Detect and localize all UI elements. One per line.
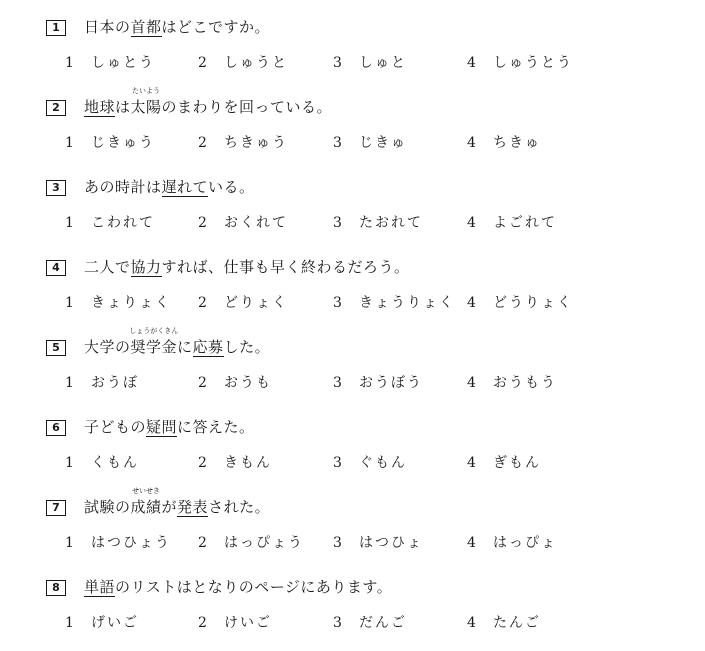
question-block (0, 87, 705, 170)
option-text: くもん (91, 455, 139, 471)
stem-text: はどこですか。 (161, 18, 271, 36)
option-text: ぎもん (493, 455, 541, 471)
option-number: 2 (198, 535, 207, 551)
question-block (0, 20, 705, 90)
option-text: たんご (493, 615, 541, 631)
question-block (0, 487, 705, 570)
option-text: げいご (91, 615, 139, 631)
option-text: しゅと (359, 55, 407, 71)
option-text: はつひょ (359, 535, 423, 551)
question-number: 6 (46, 420, 66, 436)
option-text: はっぴょ (493, 535, 557, 551)
option-text: たおれて (359, 215, 423, 231)
option-text: おうぼう (359, 375, 423, 391)
option-number: 4 (467, 615, 476, 631)
question-stem (84, 487, 271, 518)
stem-text: すれば、仕事も早く終わるだろう。 (161, 258, 410, 276)
option-text: ちきゅ (493, 135, 541, 151)
stem-text: 二人で (84, 258, 131, 276)
option-text: おくれて (224, 215, 288, 231)
stem-text: に答えた。 (177, 418, 255, 436)
target-word: 発表 (177, 498, 209, 516)
option-text: けいご (224, 615, 272, 631)
option-text: きょうりょく (359, 295, 455, 311)
furigana: しょうがくきん (129, 327, 179, 335)
ruby-base: 奨学金 (130, 338, 178, 356)
target-word: 応募 (192, 338, 224, 356)
option-text: しゅうと (224, 55, 288, 71)
question-stem (84, 16, 270, 38)
option-text: よごれて (493, 215, 557, 231)
stem-text: 子どもの (84, 418, 147, 436)
option-number: 3 (333, 135, 342, 151)
option-text: はつひょう (91, 535, 171, 551)
stem-text: した。 (223, 338, 271, 356)
option-number: 4 (467, 375, 476, 391)
target-word: 単語 (84, 578, 116, 596)
option-number: 1 (65, 375, 74, 391)
option-number: 1 (65, 455, 74, 471)
option-number: 3 (333, 375, 342, 391)
option-text: だんご (359, 615, 407, 631)
option-text: おうも (224, 375, 272, 391)
option-number: 3 (333, 535, 342, 551)
stem-text: は (115, 98, 131, 116)
target-word: 首都 (130, 18, 162, 36)
option-text: じきゅ (359, 135, 407, 151)
question-number: 4 (46, 260, 66, 276)
target-word: 遅れて (161, 178, 209, 196)
furigana: たいよう (132, 87, 161, 95)
option-text: しゅうとう (493, 55, 573, 71)
ruby-word (130, 487, 162, 518)
furigana: せいせき (132, 487, 161, 495)
question-stem (84, 416, 255, 438)
stem-text: が (161, 498, 178, 516)
option-number: 2 (198, 295, 207, 311)
question-block (0, 327, 705, 410)
option-number: 4 (467, 295, 476, 311)
stem-text: 大学の (84, 338, 131, 356)
question-stem (84, 327, 271, 358)
option-text: きょりょく (91, 295, 171, 311)
question-number: 8 (46, 580, 66, 596)
option-number: 1 (65, 135, 74, 151)
option-number: 2 (198, 135, 207, 151)
question-stem (84, 256, 410, 278)
stem-text: のまわりを回っている。 (161, 98, 333, 116)
question-number: 3 (46, 180, 66, 196)
option-number: 2 (198, 215, 207, 231)
option-number: 1 (65, 615, 74, 631)
option-text: どりょく (224, 295, 288, 311)
stem-text: いる。 (208, 178, 255, 196)
option-text: きもん (224, 455, 272, 471)
option-number: 2 (198, 455, 207, 471)
target-word: 疑問 (146, 418, 178, 436)
option-number: 2 (198, 55, 207, 71)
question-number: 1 (46, 20, 66, 36)
question-number: 7 (46, 500, 66, 516)
option-number: 3 (333, 615, 342, 631)
ruby-word (130, 87, 162, 118)
stem-text: 試験の (84, 498, 131, 516)
option-text: じきゅう (91, 135, 155, 151)
ruby-base: 太陽 (130, 98, 162, 116)
option-number: 4 (467, 55, 476, 71)
option-text: こわれて (91, 215, 155, 231)
option-number: 2 (198, 615, 207, 631)
option-number: 2 (198, 375, 207, 391)
stem-text: に (177, 338, 193, 356)
option-text: しゅとう (91, 55, 155, 71)
option-number: 4 (467, 535, 476, 551)
stem-text: された。 (208, 498, 271, 516)
target-word: 地球 (84, 98, 116, 116)
ruby-word (129, 327, 179, 358)
question-block (0, 260, 705, 330)
stem-text: あの時計は (84, 178, 162, 196)
option-text: どうりょく (493, 295, 573, 311)
option-number: 4 (467, 135, 476, 151)
target-word: 協力 (130, 258, 162, 276)
option-number: 1 (65, 215, 74, 231)
option-text: ぐもん (359, 455, 407, 471)
option-number: 3 (333, 295, 342, 311)
option-number: 3 (333, 215, 342, 231)
stem-text: 日本の (84, 18, 131, 36)
question-block (0, 580, 705, 650)
question-number: 2 (46, 100, 66, 116)
question-block (0, 180, 705, 250)
option-text: ちきゅう (224, 135, 288, 151)
question-number: 5 (46, 340, 66, 356)
stem-text: のリストはとなりのページにあります。 (115, 578, 393, 596)
option-number: 1 (65, 295, 74, 311)
question-stem (84, 87, 333, 118)
question-block (0, 420, 705, 490)
question-stem (84, 576, 392, 598)
option-text: おうもう (493, 375, 557, 391)
option-number: 3 (333, 455, 342, 471)
option-number: 1 (65, 55, 74, 71)
option-text: おうぼ (91, 375, 139, 391)
option-number: 4 (467, 215, 476, 231)
option-number: 3 (333, 55, 342, 71)
option-text: はっぴょう (224, 535, 304, 551)
option-number: 4 (467, 455, 476, 471)
ruby-base: 成績 (130, 498, 162, 516)
question-stem (84, 176, 255, 198)
option-number: 1 (65, 535, 74, 551)
